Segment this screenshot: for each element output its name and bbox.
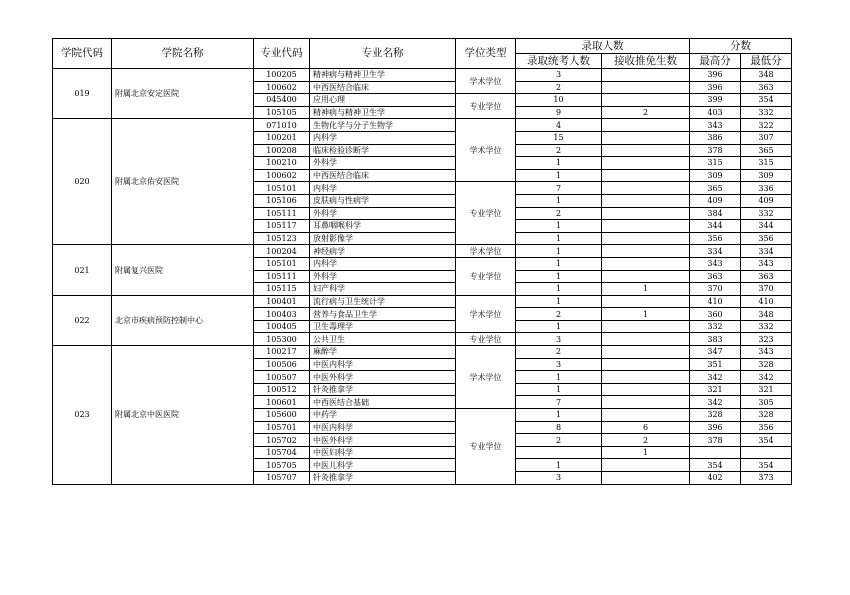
major-name-cell: 中医外科学 <box>310 434 456 447</box>
max-score-cell: 347 <box>690 346 741 359</box>
min-score-cell: 363 <box>741 81 792 94</box>
major-code-cell: 105300 <box>254 333 310 346</box>
max-score-cell: 342 <box>690 371 741 384</box>
admitted-exam-cell: 3 <box>516 333 602 346</box>
major-code-cell: 100201 <box>254 131 310 144</box>
header-admitted-exam: 录取统考人数 <box>516 54 602 69</box>
max-score-cell: 402 <box>690 472 741 485</box>
major-name-cell: 中西医结合临床 <box>310 169 456 182</box>
major-code-cell: 100208 <box>254 144 310 157</box>
college-code-cell: 020 <box>53 119 112 245</box>
college-name-cell: 北京市疾病预防控制中心 <box>112 295 254 345</box>
table-body <box>53 69 792 485</box>
major-name-cell: 神经病学 <box>310 245 456 258</box>
major-code-cell: 105704 <box>254 446 310 459</box>
max-score-cell: 409 <box>690 194 741 207</box>
min-score-cell: 354 <box>741 459 792 472</box>
min-score-cell: 328 <box>741 358 792 371</box>
max-score-cell: 332 <box>690 320 741 333</box>
max-score-cell: 315 <box>690 157 741 170</box>
major-code-cell: 105111 <box>254 270 310 283</box>
admitted-exam-cell: 3 <box>516 358 602 371</box>
table-row <box>53 69 792 82</box>
major-code-cell: 105115 <box>254 283 310 296</box>
max-score-cell: 410 <box>690 295 741 308</box>
degree-type-cell: 学术学位 <box>456 245 516 258</box>
admitted-exam-cell: 2 <box>516 346 602 359</box>
max-score-cell: 344 <box>690 220 741 233</box>
header-admitted-exempt: 接收推免生数 <box>602 54 690 69</box>
degree-type-cell: 学术学位 <box>456 346 516 409</box>
major-code-cell: 105702 <box>254 434 310 447</box>
major-name-cell: 外科学 <box>310 270 456 283</box>
major-code-cell: 105701 <box>254 421 310 434</box>
admitted-exempt-cell: 1 <box>602 308 690 321</box>
degree-type-cell: 专业学位 <box>456 182 516 245</box>
admitted-exam-cell: 1 <box>516 270 602 283</box>
admitted-exam-cell: 1 <box>516 320 602 333</box>
major-code-cell: 105117 <box>254 220 310 233</box>
major-code-cell: 105707 <box>254 472 310 485</box>
min-score-cell: 342 <box>741 371 792 384</box>
major-code-cell: 105705 <box>254 459 310 472</box>
admitted-exam-cell: 1 <box>516 459 602 472</box>
admitted-exempt-cell <box>602 459 690 472</box>
header-scores: 分数 <box>690 39 792 54</box>
admitted-exam-cell: 1 <box>516 232 602 245</box>
admissions-table <box>52 38 792 485</box>
admitted-exam-cell: 1 <box>516 194 602 207</box>
min-score-cell: 348 <box>741 69 792 82</box>
major-code-cell: 105123 <box>254 232 310 245</box>
min-score-cell: 309 <box>741 169 792 182</box>
admitted-exam-cell: 2 <box>516 81 602 94</box>
admitted-exempt-cell <box>602 182 690 195</box>
admitted-exempt-cell <box>602 157 690 170</box>
min-score-cell: 348 <box>741 308 792 321</box>
admitted-exam-cell: 1 <box>516 283 602 296</box>
major-code-cell: 105101 <box>254 257 310 270</box>
min-score-cell: 343 <box>741 257 792 270</box>
admitted-exam-cell: 3 <box>516 472 602 485</box>
max-score-cell: 334 <box>690 245 741 258</box>
college-name-cell: 附属复兴医院 <box>112 245 254 295</box>
admitted-exempt-cell <box>602 245 690 258</box>
major-name-cell: 麻醉学 <box>310 346 456 359</box>
table-row <box>53 245 792 258</box>
major-name-cell: 中西医结合临床 <box>310 81 456 94</box>
admitted-exempt-cell <box>602 371 690 384</box>
major-code-cell: 100210 <box>254 157 310 170</box>
admitted-exempt-cell <box>602 295 690 308</box>
table-row <box>53 295 792 308</box>
max-score-cell: 328 <box>690 409 741 422</box>
major-code-cell: 100506 <box>254 358 310 371</box>
admitted-exam-cell: 1 <box>516 169 602 182</box>
admitted-exempt-cell <box>602 232 690 245</box>
major-name-cell: 中西医结合基础 <box>310 396 456 409</box>
min-score-cell: 332 <box>741 207 792 220</box>
admitted-exam-cell: 7 <box>516 396 602 409</box>
major-code-cell: 100507 <box>254 371 310 384</box>
admitted-exam-cell: 10 <box>516 94 602 107</box>
table-row <box>53 119 792 132</box>
major-name-cell: 生物化学与分子生物学 <box>310 119 456 132</box>
admitted-exempt-cell <box>602 472 690 485</box>
header-degree-type: 学位类型 <box>456 39 516 69</box>
min-score-cell: 305 <box>741 396 792 409</box>
max-score-cell: 321 <box>690 383 741 396</box>
major-name-cell: 公共卫生 <box>310 333 456 346</box>
major-name-cell: 精神病与精神卫生学 <box>310 69 456 82</box>
admitted-exam-cell: 1 <box>516 295 602 308</box>
major-name-cell: 中医外科学 <box>310 371 456 384</box>
major-name-cell: 皮肤病与性病学 <box>310 194 456 207</box>
max-score-cell: 399 <box>690 94 741 107</box>
major-code-cell: 105600 <box>254 409 310 422</box>
max-score-cell: 351 <box>690 358 741 371</box>
header-college-code: 学院代码 <box>53 39 112 69</box>
degree-type-cell: 学术学位 <box>456 119 516 182</box>
max-score-cell: 343 <box>690 119 741 132</box>
admitted-exam-cell: 1 <box>516 157 602 170</box>
max-score-cell: 342 <box>690 396 741 409</box>
major-name-cell: 中医内科学 <box>310 358 456 371</box>
degree-type-cell: 专业学位 <box>456 409 516 485</box>
college-code-cell: 021 <box>53 245 112 295</box>
admitted-exam-cell: 2 <box>516 144 602 157</box>
min-score-cell: 343 <box>741 346 792 359</box>
major-code-cell: 100204 <box>254 245 310 258</box>
major-code-cell: 045400 <box>254 94 310 107</box>
major-name-cell: 中药学 <box>310 409 456 422</box>
major-name-cell: 外科学 <box>310 207 456 220</box>
admitted-exempt-cell <box>602 270 690 283</box>
header-college-name: 学院名称 <box>112 39 254 69</box>
major-name-cell: 内科学 <box>310 131 456 144</box>
college-code-cell: 019 <box>53 69 112 119</box>
admitted-exempt-cell: 2 <box>602 106 690 119</box>
major-code-cell: 100205 <box>254 69 310 82</box>
admitted-exam-cell: 1 <box>516 245 602 258</box>
admitted-exempt-cell <box>602 346 690 359</box>
min-score-cell: 410 <box>741 295 792 308</box>
admitted-exempt-cell <box>602 207 690 220</box>
min-score-cell: 328 <box>741 409 792 422</box>
min-score-cell: 373 <box>741 472 792 485</box>
admitted-exempt-cell <box>602 333 690 346</box>
admitted-exempt-cell: 1 <box>602 446 690 459</box>
major-code-cell: 100601 <box>254 396 310 409</box>
admitted-exempt-cell <box>602 409 690 422</box>
admitted-exam-cell: 1 <box>516 371 602 384</box>
major-code-cell: 100403 <box>254 308 310 321</box>
major-name-cell: 精神病与精神卫生学 <box>310 106 456 119</box>
major-code-cell: 100602 <box>254 81 310 94</box>
admitted-exam-cell: 1 <box>516 257 602 270</box>
admitted-exempt-cell <box>602 257 690 270</box>
admitted-exam-cell: 1 <box>516 383 602 396</box>
min-score-cell: 363 <box>741 270 792 283</box>
major-code-cell: 105111 <box>254 207 310 220</box>
max-score-cell: 396 <box>690 421 741 434</box>
admitted-exempt-cell <box>602 320 690 333</box>
admitted-exam-cell: 15 <box>516 131 602 144</box>
min-score-cell: 307 <box>741 131 792 144</box>
major-name-cell: 中医内科学 <box>310 421 456 434</box>
college-code-cell: 023 <box>53 346 112 485</box>
min-score-cell: 323 <box>741 333 792 346</box>
admitted-exempt-cell <box>602 220 690 233</box>
min-score-cell: 409 <box>741 194 792 207</box>
major-name-cell: 应用心理 <box>310 94 456 107</box>
degree-type-cell: 专业学位 <box>456 257 516 295</box>
header-major-name: 专业名称 <box>310 39 456 69</box>
admitted-exempt-cell <box>602 396 690 409</box>
major-code-cell: 071010 <box>254 119 310 132</box>
min-score-cell: 354 <box>741 434 792 447</box>
max-score-cell: 354 <box>690 459 741 472</box>
min-score-cell: 344 <box>741 220 792 233</box>
min-score-cell: 334 <box>741 245 792 258</box>
major-code-cell: 105106 <box>254 194 310 207</box>
major-name-cell: 妇产科学 <box>310 283 456 296</box>
degree-type-cell: 学术学位 <box>456 295 516 333</box>
admitted-exempt-cell: 6 <box>602 421 690 434</box>
major-code-cell: 105105 <box>254 106 310 119</box>
major-name-cell: 流行病与卫生统计学 <box>310 295 456 308</box>
admitted-exempt-cell <box>602 358 690 371</box>
major-name-cell: 耳鼻咽喉科学 <box>310 220 456 233</box>
major-name-cell: 卫生毒理学 <box>310 320 456 333</box>
admitted-exam-cell: 9 <box>516 106 602 119</box>
admitted-exempt-cell <box>602 383 690 396</box>
header-min-score: 最低分 <box>741 54 792 69</box>
max-score-cell: 309 <box>690 169 741 182</box>
min-score-cell: 322 <box>741 119 792 132</box>
min-score-cell: 332 <box>741 106 792 119</box>
major-name-cell: 营养与食品卫生学 <box>310 308 456 321</box>
degree-type-cell: 学术学位 <box>456 69 516 94</box>
min-score-cell: 354 <box>741 94 792 107</box>
min-score-cell: 356 <box>741 421 792 434</box>
min-score-cell: 315 <box>741 157 792 170</box>
max-score-cell: 360 <box>690 308 741 321</box>
major-code-cell: 100217 <box>254 346 310 359</box>
max-score-cell: 363 <box>690 270 741 283</box>
min-score-cell <box>741 446 792 459</box>
major-name-cell: 临床检验诊断学 <box>310 144 456 157</box>
admitted-exam-cell: 3 <box>516 69 602 82</box>
admitted-exempt-cell: 2 <box>602 434 690 447</box>
admitted-exam-cell: 7 <box>516 182 602 195</box>
admitted-exam-cell: 2 <box>516 308 602 321</box>
admitted-exempt-cell <box>602 144 690 157</box>
college-name-cell: 附属北京安定医院 <box>112 69 254 119</box>
major-name-cell: 外科学 <box>310 157 456 170</box>
major-code-cell: 100602 <box>254 169 310 182</box>
admitted-exam-cell: 2 <box>516 207 602 220</box>
max-score-cell: 356 <box>690 232 741 245</box>
admitted-exempt-cell: 1 <box>602 283 690 296</box>
admitted-exempt-cell <box>602 94 690 107</box>
major-name-cell: 中医妇科学 <box>310 446 456 459</box>
admitted-exempt-cell <box>602 194 690 207</box>
college-name-cell: 附属北京佑安医院 <box>112 119 254 245</box>
admitted-exam-cell: 1 <box>516 220 602 233</box>
min-score-cell: 332 <box>741 320 792 333</box>
max-score-cell: 396 <box>690 81 741 94</box>
max-score-cell: 403 <box>690 106 741 119</box>
major-name-cell: 中医儿科学 <box>310 459 456 472</box>
max-score-cell: 386 <box>690 131 741 144</box>
major-code-cell: 105101 <box>254 182 310 195</box>
admitted-exempt-cell <box>602 69 690 82</box>
admitted-exempt-cell <box>602 131 690 144</box>
header-admitted: 录取人数 <box>516 39 690 54</box>
header-max-score: 最高分 <box>690 54 741 69</box>
max-score-cell: 365 <box>690 182 741 195</box>
major-name-cell: 针灸推拿学 <box>310 383 456 396</box>
min-score-cell: 356 <box>741 232 792 245</box>
max-score-cell: 396 <box>690 69 741 82</box>
header-major-code: 专业代码 <box>254 39 310 69</box>
admitted-exam-cell: 8 <box>516 421 602 434</box>
degree-type-cell: 专业学位 <box>456 333 516 346</box>
degree-type-cell: 专业学位 <box>456 94 516 119</box>
max-score-cell: 370 <box>690 283 741 296</box>
admitted-exempt-cell <box>602 169 690 182</box>
max-score-cell: 384 <box>690 207 741 220</box>
max-score-cell <box>690 446 741 459</box>
major-name-cell: 针灸推拿学 <box>310 472 456 485</box>
min-score-cell: 321 <box>741 383 792 396</box>
min-score-cell: 365 <box>741 144 792 157</box>
major-code-cell: 100512 <box>254 383 310 396</box>
admitted-exam-cell <box>516 446 602 459</box>
major-name-cell: 内科学 <box>310 257 456 270</box>
admitted-exempt-cell <box>602 119 690 132</box>
admitted-exam-cell: 1 <box>516 409 602 422</box>
college-code-cell: 022 <box>53 295 112 345</box>
college-name-cell: 附属北京中医医院 <box>112 346 254 485</box>
major-code-cell: 100405 <box>254 320 310 333</box>
table-row <box>53 346 792 359</box>
max-score-cell: 343 <box>690 257 741 270</box>
min-score-cell: 370 <box>741 283 792 296</box>
major-code-cell: 100401 <box>254 295 310 308</box>
major-name-cell: 放射影像学 <box>310 232 456 245</box>
admitted-exempt-cell <box>602 81 690 94</box>
max-score-cell: 378 <box>690 144 741 157</box>
min-score-cell: 336 <box>741 182 792 195</box>
admitted-exam-cell: 2 <box>516 434 602 447</box>
max-score-cell: 383 <box>690 333 741 346</box>
max-score-cell: 378 <box>690 434 741 447</box>
major-name-cell: 内科学 <box>310 182 456 195</box>
admitted-exam-cell: 4 <box>516 119 602 132</box>
